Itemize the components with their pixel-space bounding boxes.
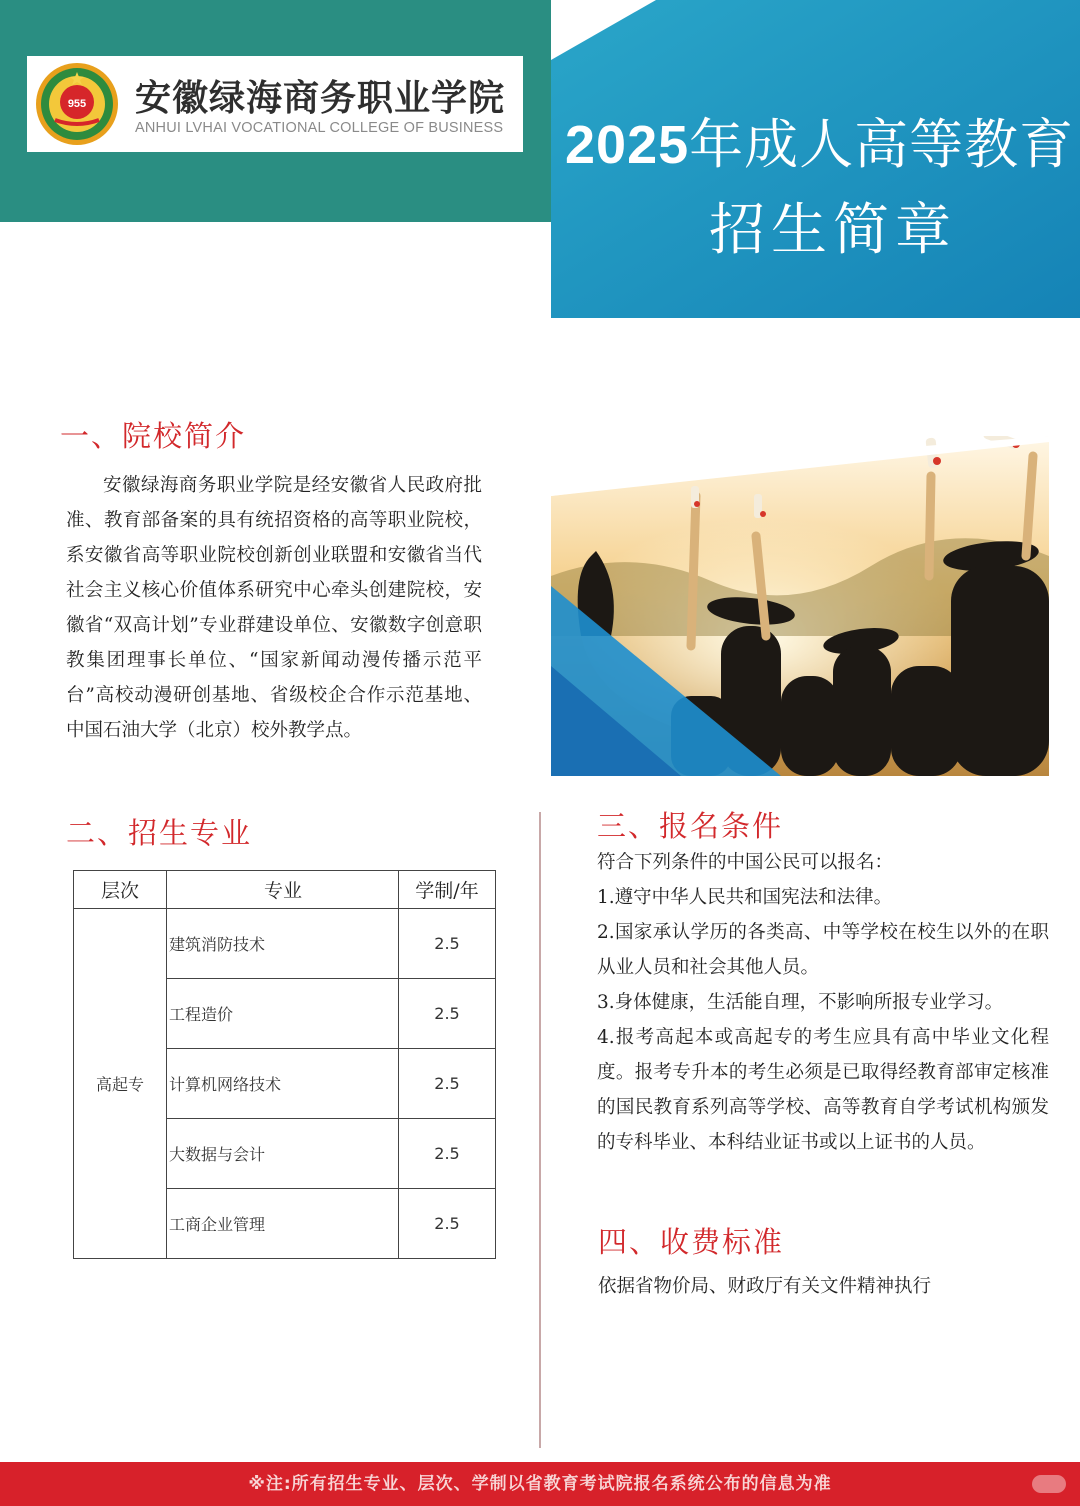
- years-cell: 2.5: [399, 1189, 496, 1259]
- major-cell: 工程造价: [167, 979, 399, 1049]
- years-cell: 2.5: [399, 1119, 496, 1189]
- major-cell: 计算机网络技术: [167, 1049, 399, 1119]
- column-header-major: 专业: [167, 871, 399, 909]
- years-cell: 2.5: [399, 1049, 496, 1119]
- fees-text: 依据省物价局、财政厅有关文件精神执行: [598, 1276, 932, 1297]
- college-name-en: ANHUI LVHAI VOCATIONAL COLLEGE OF BUSINESS: [135, 120, 504, 136]
- college-emblem-icon: [35, 62, 119, 146]
- intro-heading: 一、院校简介: [60, 419, 247, 453]
- brochure-title-line2: 招生简章: [709, 198, 957, 263]
- requirement-item: 2.国家承认学历的各类高、中等学校在校生以外的在职从业人员和社会其他人员。: [597, 922, 1049, 978]
- requirements-intro: 符合下列条件的中国公民可以报名：: [597, 852, 894, 873]
- table-row: [74, 909, 496, 979]
- table-header-row: [74, 871, 496, 909]
- major-cell: 大数据与会计: [167, 1119, 399, 1189]
- years-cell: 2.5: [399, 909, 496, 979]
- requirements-heading: 三、报名条件: [597, 809, 784, 843]
- column-header-years: 学制/年: [399, 871, 496, 909]
- majors-table: [73, 870, 496, 1259]
- brochure-title-line1: [565, 102, 1075, 179]
- years-cell: 2.5: [399, 979, 496, 1049]
- college-logo: [27, 56, 523, 152]
- majors-heading: 二、招生专业: [66, 816, 253, 850]
- major-cell: 建筑消防技术: [167, 909, 399, 979]
- emblem-number: 955: [67, 98, 87, 110]
- footer-note-bar: [0, 1462, 1080, 1506]
- footer-note: ※注:所有招生专业、层次、学制以省教育考试院报名系统公布的信息为准: [248, 1474, 832, 1494]
- requirement-item: 1.遵守中华人民共和国宪法和法律。: [597, 887, 893, 908]
- level-cell: 高起专: [74, 909, 167, 1259]
- requirements-list: [597, 845, 1049, 1160]
- requirement-item: 4.报考高起本或高起专的考生应具有高中毕业文化程度。报考专升本的考生必须是已取得经教育部审定核准的国民教育系列高等学校、高等教育自学考试机构颁发的专科毕业、本科结业证书或以上证书的人员。: [597, 1027, 1049, 1153]
- college-name-cn: 安徽绿海商务职业学院: [135, 78, 506, 119]
- title-year: 2025: [565, 115, 690, 175]
- graduation-photo: [551, 436, 1049, 776]
- column-header-level: 层次: [74, 871, 167, 909]
- watermark-badge: [1032, 1475, 1066, 1493]
- fees-heading: 四、收费标准: [598, 1225, 785, 1259]
- column-divider: [539, 812, 541, 1448]
- requirement-item: 3.身体健康，生活能自理，不影响所报专业学习。: [597, 992, 1004, 1013]
- major-cell: 工商企业管理: [167, 1189, 399, 1259]
- intro-text: 安徽绿海商务职业学院是经安徽省人民政府批准、教育部备案的具有统招资格的高等职业院校，系安徽省高等职业院校创新创业联盟和安徽省当代社会主义核心价值体系研究中心牵头创建院校，安徽省“双高计划”专业群建设单位、安徽数字创意职教集团理事长单位、“国家新闻动漫传播示范平台”高校动漫研创基地、省级校企合作示范基地、中国石油大学（北京）校外教学点。: [66, 475, 482, 741]
- title-line1-text: 年成人高等教育: [689, 113, 1075, 176]
